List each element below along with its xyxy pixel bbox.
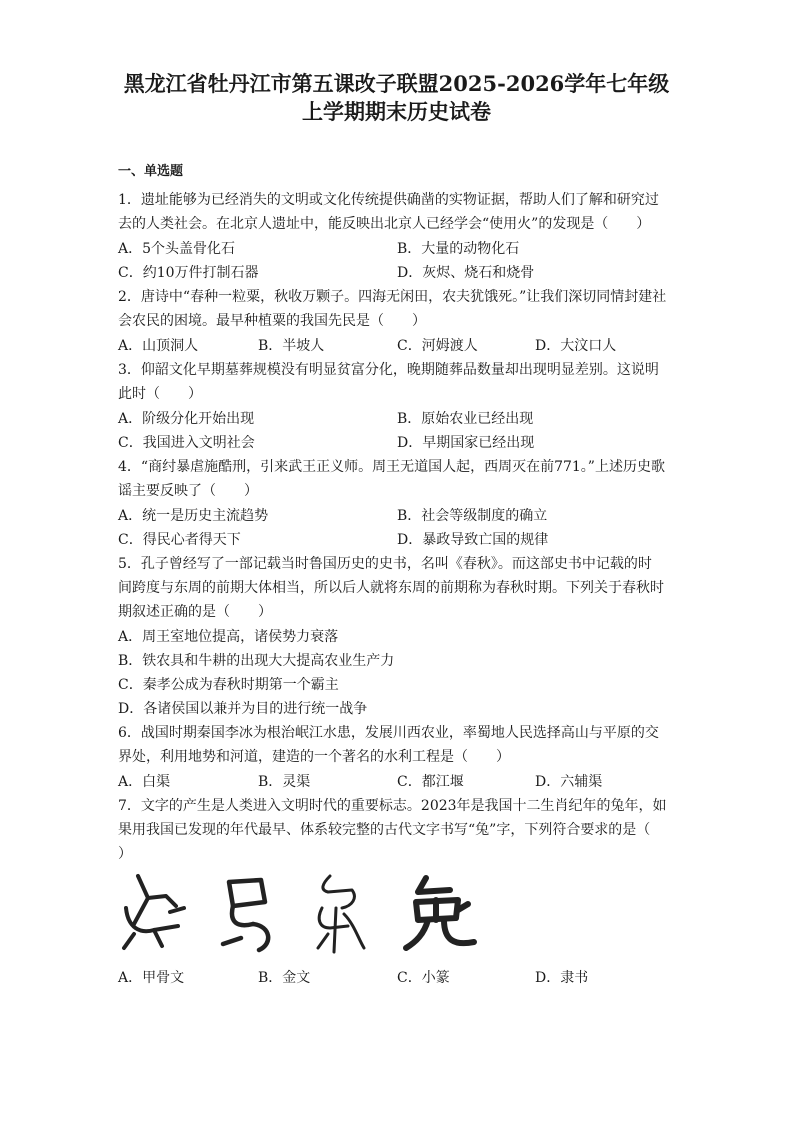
section-title: 一、单选题: [118, 164, 184, 179]
option: B．金文: [258, 970, 311, 986]
option: A．5个头盖骨化石: [118, 241, 236, 257]
question-line: 果用我国已发现的年代最早、体系较完整的古代文字书写“兔”字，下列符合要求的是（: [118, 822, 651, 838]
option: C．都江堰: [397, 774, 464, 790]
question-line: 3．仰韶文化早期墓葬规模没有明显贫富分化，晚期随葬品数量却出现明显差别。这说明: [118, 362, 659, 378]
option: C．我国进入文明社会: [118, 435, 255, 451]
bronze-rabbit-glyph: [215, 868, 285, 958]
option: D．六辅渠: [535, 774, 603, 790]
option: A．统一是历史主流趋势: [118, 508, 269, 524]
question-line: 4．“商纣暴虐施酷刑，引来武王正义师。周王无道国人起，西周灭在前771。”上述历史歌: [118, 459, 665, 475]
clerical-rabbit-glyph: [398, 868, 478, 958]
option: D．各诸侯国以兼并为目的进行统一战争: [118, 701, 368, 717]
option: D．灰烬、烧石和烧骨: [397, 265, 535, 281]
page-title: 黑龙江省牡丹江市第五课改子联盟2025-2026学年七年级: [123, 71, 670, 96]
option: B．社会等级制度的确立: [397, 508, 548, 524]
option: D．隶书: [535, 970, 589, 986]
question-line: 界处，利用地势和河道，建造的一个著名的水利工程是（ ）: [118, 749, 510, 765]
option: D．暴政导致亡国的规律: [397, 532, 549, 548]
question-2-stem: [118, 285, 678, 333]
question-4-stem: [118, 455, 678, 503]
option: B．灵渠: [258, 774, 311, 790]
option: A．山顶洞人: [118, 338, 199, 354]
option: A．甲骨文: [118, 970, 185, 986]
seal-script-rabbit-glyph: [308, 868, 372, 958]
question-6-stem: [118, 721, 678, 769]
option: B．铁农具和牛耕的出现大大提高农业生产力: [118, 653, 395, 669]
option: C．约10万件打制石器: [118, 265, 259, 281]
option: C．小篆: [397, 970, 450, 986]
question-line: 5．孔子曾经写了一部记载当时鲁国历史的史书，名叫《春秋》。而这部史书中记载的时: [118, 556, 652, 572]
question-line: 7．文字的产生是人类进入文明时代的重要标志。2023年是我国十二生肖纪年的兔年，如: [118, 798, 667, 814]
question-line: 期叙述正确的是（ ）: [118, 604, 272, 620]
question-3-stem: [118, 358, 678, 406]
option: C．河姆渡人: [397, 338, 478, 354]
question-line: 间跨度与东周的前期大体相当，所以后人就将东周的前期称为春秋时期。下列关于春秋时: [118, 580, 664, 596]
question-line: 此时（ ）: [118, 386, 202, 402]
page-subtitle: 上学期期末历史试卷: [302, 99, 491, 124]
question-line: ）: [118, 846, 132, 862]
option: D．大汶口人: [535, 338, 617, 354]
option: A．白渠: [118, 774, 171, 790]
oracle-bone-rabbit-glyph: [118, 868, 190, 958]
option: B．大量的动物化石: [397, 241, 520, 257]
question-line: 去的人类社会。在北京人遗址中，能反映出北京人已经学会“使用火”的发现是（ ）: [118, 216, 651, 232]
option: C．得民心者得天下: [118, 532, 241, 548]
option: D．早期国家已经出现: [397, 435, 535, 451]
question-line: 2．唐诗中“春种一粒粟，秋收万颗子。四海无闲田，农夫犹饿死。”让我们深切同情封建社: [118, 289, 667, 305]
question-line: 会农民的困境。最早种植粟的我国先民是（ ）: [118, 313, 426, 329]
question-7-stem: [118, 794, 678, 866]
option: B．半坡人: [258, 338, 325, 354]
option: C．秦孝公成为春秋时期第一个霸主: [118, 677, 339, 693]
question-line: 谣主要反映了（ ）: [118, 483, 258, 499]
question-1-stem: [118, 188, 678, 236]
question-5-stem: [118, 552, 678, 624]
question-line: 1．遗址能够为已经消失的文明或文化传统提供确凿的实物证据，帮助人们了解和研究过: [118, 192, 659, 208]
option: B．原始农业已经出现: [397, 411, 534, 427]
option: A．周王室地位提高，诸侯势力衰落: [118, 629, 339, 645]
question-line: 6．战国时期秦国李冰为根治岷江水患，发展川西农业，率蜀地人民选择高山与平原的交: [118, 725, 659, 741]
option: A．阶级分化开始出现: [118, 411, 255, 427]
